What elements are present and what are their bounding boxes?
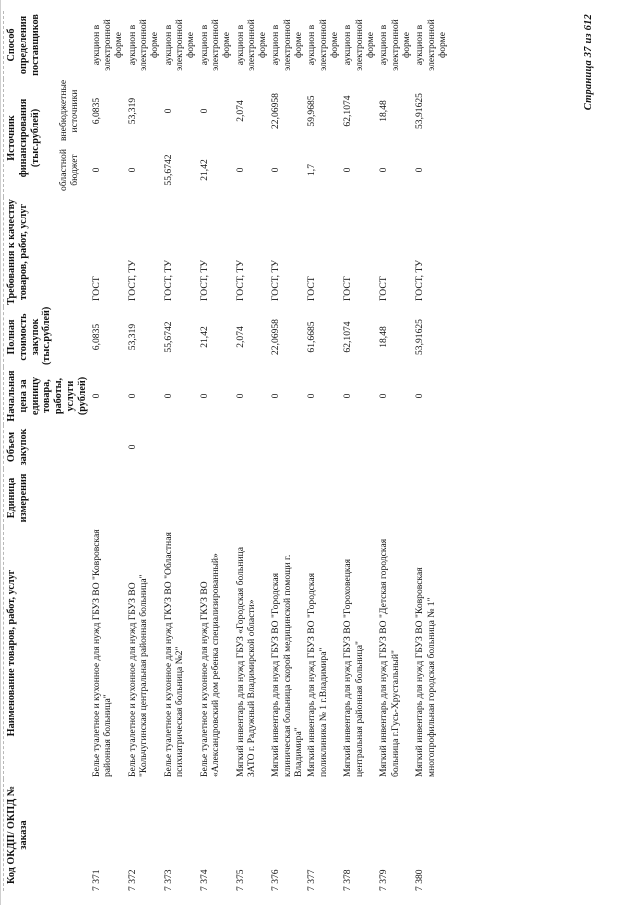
total-cost-cell: 22,06958: [270, 319, 282, 355]
requirements-cell: ГОСТ, ТУ: [126, 259, 138, 301]
volume-cell: [268, 425, 304, 469]
item-name-cell: Мягкий инвентарь для нужд ГБУЗ ВО "Ковровская многопрофильная городская больница № 1": [414, 567, 437, 777]
unit-cell: [161, 469, 197, 527]
table-row: [125, 11, 161, 891]
extrabudget-cell: 2,074: [234, 100, 246, 122]
col-header-code: Код ОКДП/ ОКПД № заказа: [0, 779, 89, 891]
unit-cell: [268, 469, 304, 527]
unit-price-cell: 0: [414, 393, 426, 399]
total-cost-cell: 2,074: [234, 326, 246, 348]
total-cost-cell: 61,6685: [306, 321, 318, 353]
unit-price-cell: 0: [342, 393, 354, 399]
order-code-cell: 7 378: [342, 869, 354, 891]
procurement-method-cell: аукцион в электронной форме: [342, 19, 376, 71]
unit-price-cell: 0: [306, 393, 318, 399]
item-name-cell: Белье туалетное и кухонное для нужд ГБУЗ ВО "Ковровская районная больница": [90, 529, 114, 777]
extrabudget-cell: 22,06958: [270, 93, 282, 129]
table-row: [89, 11, 125, 891]
volume-cell: [197, 425, 233, 469]
volume-cell: [233, 425, 269, 469]
regional-budget-cell: 0: [342, 167, 354, 173]
order-code-cell: 7 377: [306, 869, 318, 891]
total-cost-cell: 18,48: [378, 326, 390, 348]
unit-cell: [304, 469, 340, 527]
procurement-method-cell: аукцион в электронной форме: [234, 19, 269, 71]
order-code-cell: 7 373: [162, 869, 174, 891]
table-row: [412, 11, 448, 891]
table-row: [340, 11, 376, 891]
extrabudget-cell: 0: [198, 108, 210, 114]
col-header-method: Способ определения поставщиков: [0, 11, 89, 79]
table-row: [161, 11, 197, 891]
total-cost-cell: 53,319: [126, 323, 138, 351]
requirements-cell: ГОСТ, ТУ: [414, 259, 426, 301]
requirements-cell: ГОСТ: [306, 276, 318, 301]
requirements-cell: ГОСТ, ТУ: [198, 259, 210, 301]
requirements-cell: ГОСТ: [90, 276, 102, 301]
item-name-cell: Мягкий инвентарь для нужд ГБУЗ ВО "Городская клиническая больница скорой медицинской помощи г. Владимира": [270, 554, 305, 777]
volume-cell: [304, 425, 340, 469]
regional-budget-cell: 21,42: [198, 159, 210, 181]
extrabudget-cell: 62,1074: [342, 95, 354, 127]
total-cost-cell: 55,6742: [162, 321, 174, 353]
unit-price-cell: 0: [378, 393, 390, 399]
regional-budget-cell: 0: [414, 167, 426, 173]
total-cost-cell: 62,1074: [342, 321, 354, 353]
order-code-cell: 7 374: [198, 869, 210, 891]
table-row: [304, 11, 340, 891]
item-name-cell: Мягкий инвентарь для нужд ГБУЗ ВО "Городская поликлиника № 1 г.Владимира": [306, 572, 329, 777]
total-cost-cell: 53,91625: [414, 319, 426, 355]
item-name-cell: Мягкий инвентарь для нужд ГБУЗ «Городская больница ЗАТО г. Радужный Владимирской области»: [234, 547, 257, 777]
volume-cell: [376, 425, 412, 469]
procurement-method-cell: аукцион в электронной форме: [198, 19, 233, 71]
volume-cell: [89, 425, 125, 469]
col-header-funding-extra: внебюджетные источники: [58, 79, 81, 141]
page-footer: Страница 37 из 612: [583, 14, 594, 111]
regional-budget-cell: 0: [234, 167, 246, 173]
unit-price-cell: 0: [126, 393, 138, 399]
col-header-requirements: Требования к качеству товаров, работ, услуг: [0, 197, 89, 307]
col-header-funding-regional: областной бюджет: [58, 149, 81, 192]
item-name-cell: Белье туалетное и кухонное для нужд ГКУЗ ВО "Областная психиатрическая больница №2": [162, 532, 185, 777]
regional-budget-cell: 55,6742: [162, 154, 174, 186]
volume-cell: [161, 425, 197, 469]
unit-cell: [125, 469, 161, 527]
order-code-cell: 7 372: [126, 869, 138, 891]
total-cost-cell: 21,42: [198, 326, 210, 348]
procurement-method-cell: аукцион в электронной форме: [90, 19, 125, 71]
unit-cell: [340, 469, 376, 527]
volume-cell: [412, 425, 448, 469]
order-code-cell: 7 375: [234, 869, 246, 891]
unit-cell: [89, 469, 125, 527]
item-name-cell: Белье туалетное и кухонное для нужд ГКУЗ ВО «Александровский дом ребенка специализированный»: [198, 553, 221, 777]
col-header-total: Полная стоимость закупок (тыс.рублей): [0, 307, 89, 367]
order-code-cell: 7 376: [270, 869, 282, 891]
extrabudget-cell: 6,0835: [90, 97, 102, 125]
procurement-method-cell: аукцион в электронной форме: [414, 19, 448, 71]
requirements-cell: ГОСТ: [378, 276, 390, 301]
unit-price-cell: 0: [234, 393, 246, 399]
extrabudget-cell: 59,9685: [306, 95, 318, 127]
unit-price-cell: 0: [270, 393, 282, 399]
requirements-cell: ГОСТ, ТУ: [270, 259, 282, 301]
regional-budget-cell: 0: [270, 167, 282, 173]
total-cost-cell: 6,0835: [90, 323, 102, 351]
col-header-funding: Источник финансирования (тыс.рублей): [0, 79, 56, 197]
volume-cell: 0: [126, 444, 138, 450]
item-name-cell: Белье туалетное и кухонное для нужд ГБУЗ ВО "Кольчугинская центральная районная больница": [126, 574, 150, 777]
requirements-cell: ГОСТ, ТУ: [162, 259, 174, 301]
regional-budget-cell: 0: [378, 167, 390, 173]
extrabudget-cell: 53,91625: [414, 93, 426, 129]
unit-price-cell: 0: [90, 393, 102, 399]
unit-cell: [412, 469, 448, 527]
order-code-cell: 7 380: [414, 869, 426, 891]
procurement-method-cell: аукцион в электронной форме: [162, 19, 197, 71]
col-header-name: Наименование товаров, работ, услуг: [0, 527, 89, 779]
procurement-table: [0, 11, 448, 891]
regional-budget-cell: 1,7: [306, 164, 318, 176]
unit-price-cell: 0: [162, 393, 174, 399]
procurement-method-cell: аукцион в электронной форме: [126, 19, 161, 71]
col-header-unit: Единица измерения: [0, 469, 89, 527]
unit-price-cell: 0: [198, 393, 210, 399]
regional-budget-cell: 0: [90, 167, 102, 173]
item-name-cell: Мягкий инвентарь для нужд ГБУЗ ВО "Детская городская больница г.Гусь-Хрустальный": [378, 538, 401, 777]
procurement-method-cell: аукцион в электронной форме: [378, 19, 412, 71]
requirements-cell: ГОСТ, ТУ: [234, 259, 246, 301]
item-name-cell: Мягкий инвентарь для нужд ГБУЗ ВО "Гороховецкая центральная районная больница": [342, 558, 365, 777]
procurement-method-cell: аукцион в электронной форме: [270, 19, 305, 71]
requirements-cell: ГОСТ: [342, 276, 354, 301]
table-row: [233, 11, 269, 891]
extrabudget-cell: 53,319: [126, 97, 138, 125]
col-header-unit-price: Начальная цена за единицу товара, работы, услуги (рублей): [0, 367, 89, 425]
table-header-row: [0, 11, 56, 891]
table-row: [376, 11, 412, 891]
unit-cell: [376, 469, 412, 527]
procurement-method-cell: аукцион в электронной форме: [306, 19, 341, 71]
col-header-volume: Объем закупок: [0, 425, 89, 469]
order-code-cell: 7 371: [90, 869, 102, 891]
volume-cell: [340, 425, 376, 469]
unit-cell: [233, 469, 269, 527]
regional-budget-cell: 0: [126, 167, 138, 173]
extrabudget-cell: 18,48: [378, 100, 390, 122]
table-row: [197, 11, 233, 891]
table-row: [268, 11, 304, 891]
extrabudget-cell: 0: [162, 108, 174, 114]
order-code-cell: 7 379: [378, 869, 390, 891]
unit-cell: [197, 469, 233, 527]
